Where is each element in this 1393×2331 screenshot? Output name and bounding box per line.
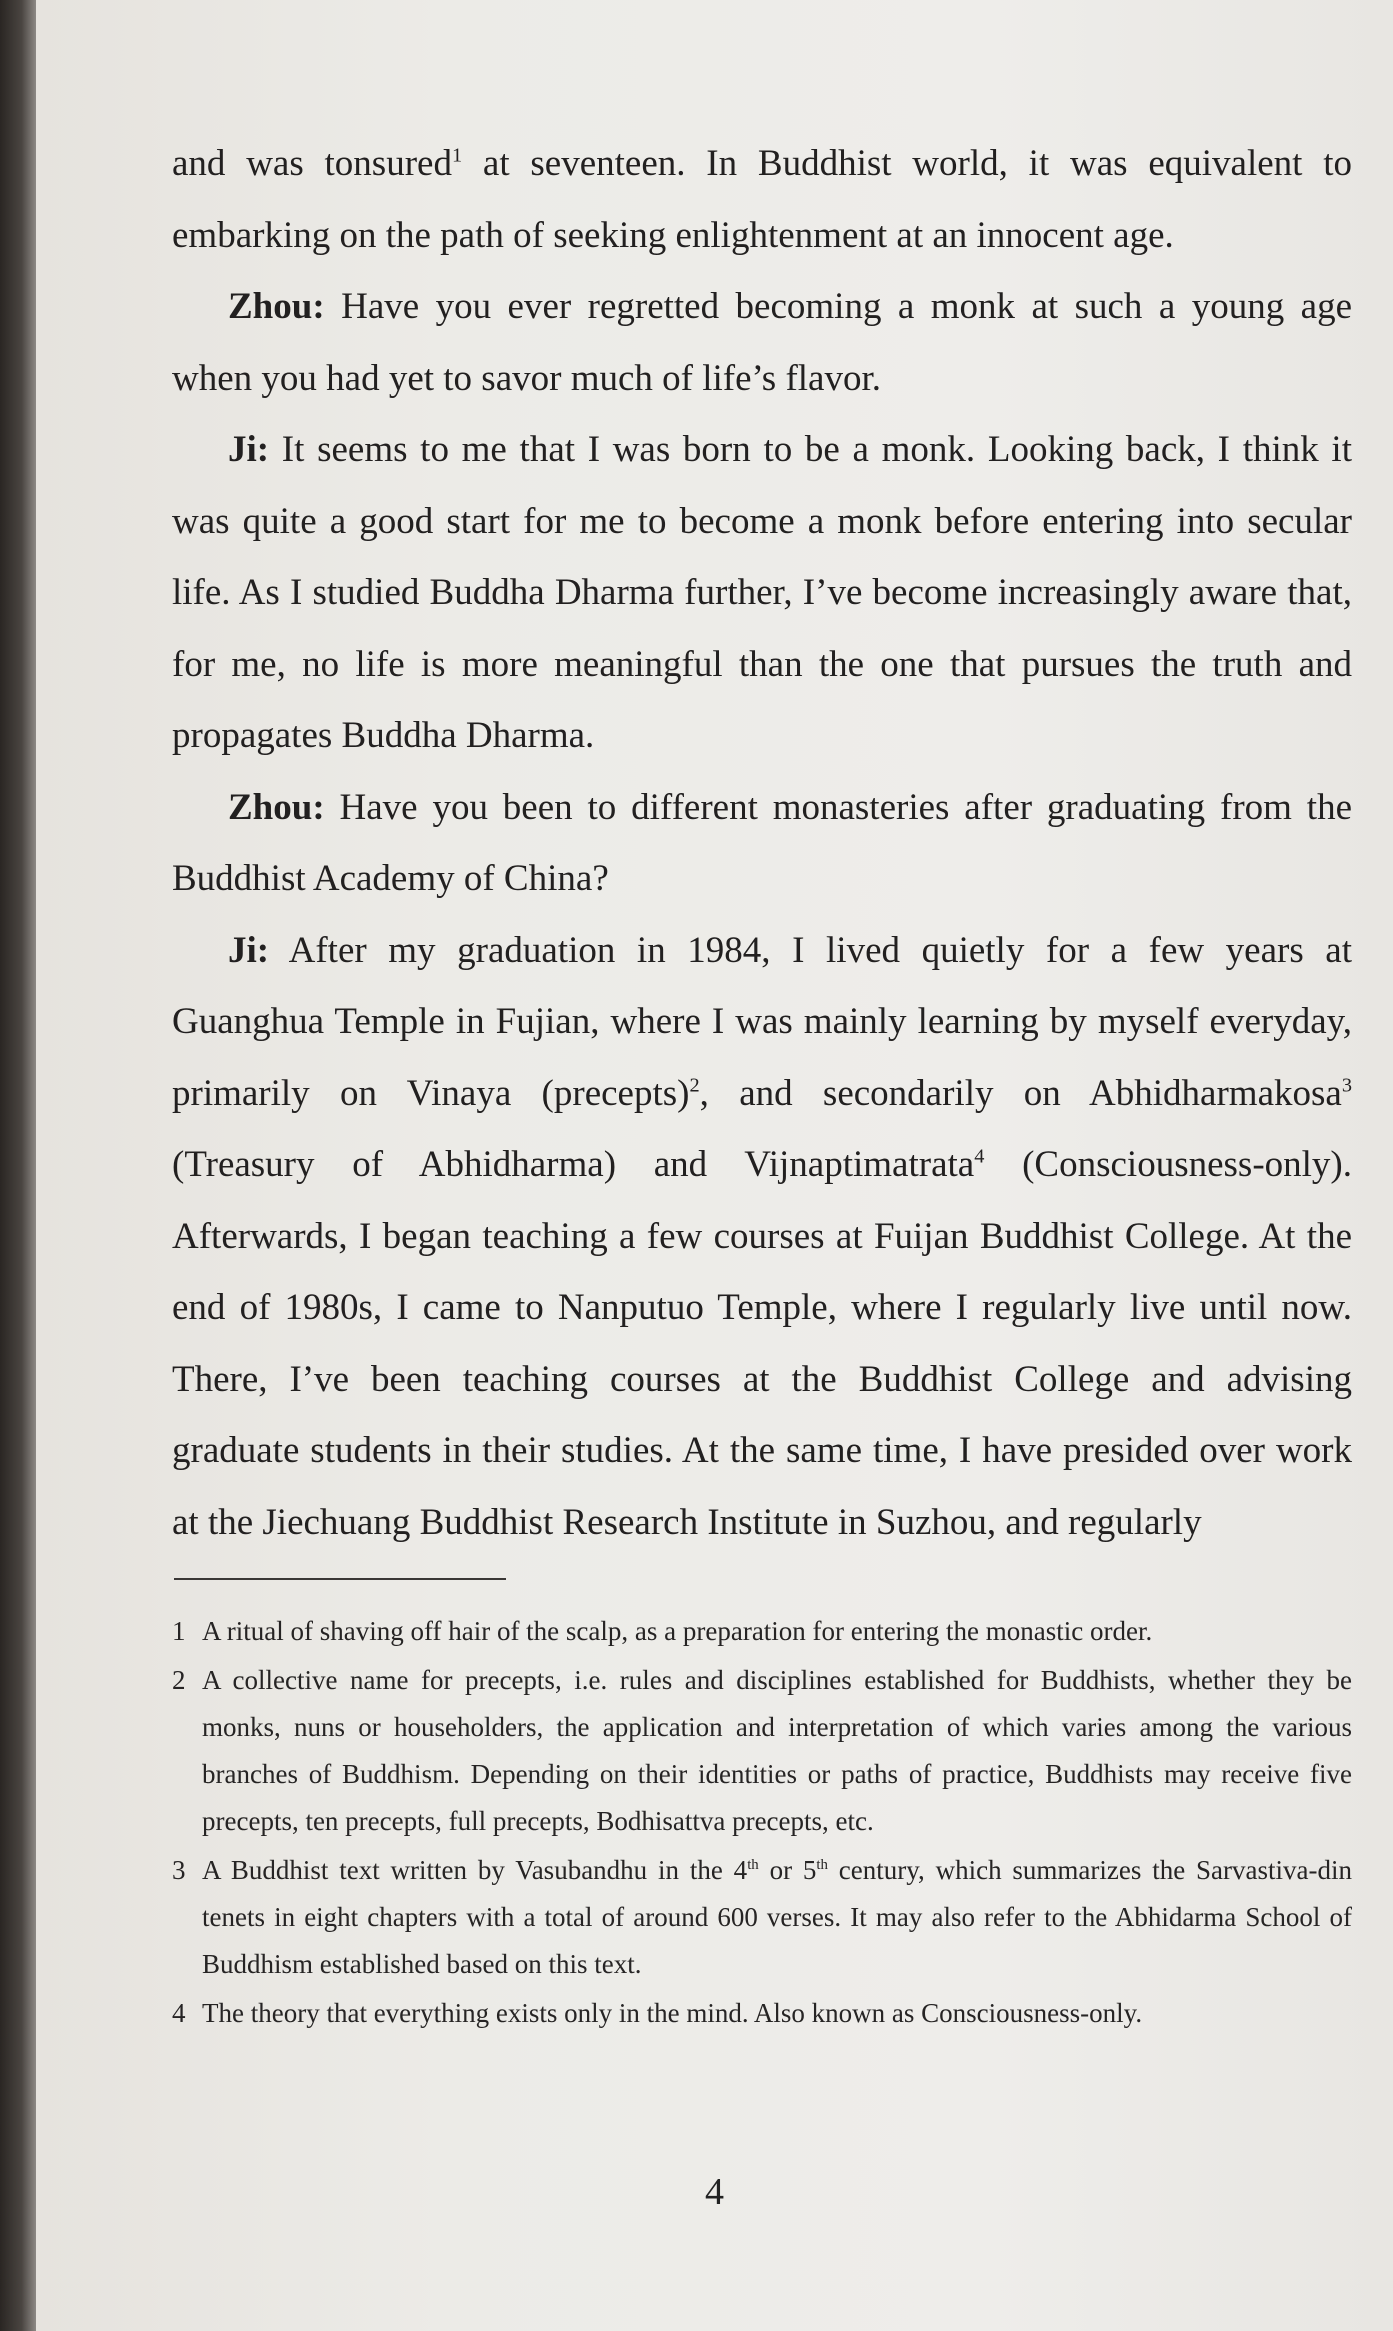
paragraph-text: Have you ever regretted becoming a monk at such a young age when you had yet to savor much of life’s flavor.: [172, 286, 1352, 399]
speaker-label: Zhou:: [228, 786, 325, 828]
footnote-number: 3: [172, 1855, 186, 1885]
footnote-number: 2: [172, 1665, 186, 1695]
footnote-text: [202, 1847, 1352, 1988]
footnote-ref-1: 1: [451, 144, 463, 167]
footnote-ref-4: 4: [974, 1145, 985, 1168]
footnote-divider: [174, 1578, 506, 1580]
footnote-4: [172, 1990, 1352, 2037]
paragraph-text: Have you been to different monasteries after graduating from the Buddhist Academy of China?: [172, 786, 1352, 899]
book-spine-shadow: [0, 0, 36, 2331]
ordinal-suffix: th: [747, 1857, 759, 1873]
paragraph-text: at seventeen. In Buddhist world, it was equivalent to embarking on the path of seeking enlightenment at an innocent age.: [172, 143, 1352, 256]
footnote-number: 4: [172, 1998, 186, 2028]
speaker-label: Zhou:: [228, 286, 325, 327]
footnote-number: 1: [172, 1616, 186, 1646]
paragraph-text: It seems to me that I was born to be a monk. Looking back, I think it was quite a good start for me to become a monk before entering into secular life. As I studied Buddha Dharma further, I’ve become increasingly aware that, for me, no life is more meaningful than the one that pursues the truth and propagates Buddha Dharma.: [172, 429, 1352, 756]
ordinal-suffix: th: [816, 1857, 828, 1873]
footnote-2: [172, 1657, 1352, 1845]
footnote-text: A ritual of shaving off hair of the scalp, as a preparation for entering the monastic order.: [202, 1616, 1153, 1646]
paragraph-text: , and secondarily on Abhidharmakosa: [699, 1072, 1342, 1114]
footnote-text-part: or 5: [758, 1855, 817, 1885]
paragraph-2: [172, 271, 1352, 414]
paragraph-text: (Treasury of Abhidharma) and Vijnaptimatrata: [172, 1144, 975, 1185]
speaker-label: Ji:: [228, 929, 270, 971]
footnote-ref-2: 2: [689, 1074, 700, 1097]
footnote-text-part: century, which summarizes the Sarvastiva-din tenets in eight chapters with a total of around 600 verses. It may also refer to the Abhidarma School of Buddhism established based on this text.: [202, 1855, 1352, 1979]
paragraph-3: [172, 414, 1352, 772]
paragraph-4: [172, 772, 1352, 915]
footnote-1: [172, 1608, 1352, 1655]
footnotes: [172, 1608, 1352, 2039]
body-text: [172, 128, 1352, 1558]
paragraph-5: [172, 915, 1352, 1559]
paragraph-text: and was tonsured: [172, 143, 452, 184]
footnote-text: The theory that everything exists only in the mind. Also known as Consciousness-only.: [202, 1998, 1143, 2028]
paragraph-1: [172, 128, 1352, 271]
page-number: 4: [705, 2171, 724, 2213]
speaker-label: Ji:: [228, 429, 270, 470]
footnote-3: [172, 1847, 1352, 1988]
footnote-ref-3: 3: [1341, 1074, 1352, 1097]
book-page: [36, 0, 1393, 2331]
paragraph-text: (Consciousness-only). Afterwards, I began teaching a few courses at Fuijan Buddhist College. At the end of 1980s, I came to Nanputuo Temple, where I regularly live until now. There, I’ve been teaching courses at the Buddhist College and advising graduate students in their studies. At the same time, I have presided over work at the Jiechuang Buddhist Research Institute in Suzhou, and regularly: [172, 1144, 1352, 1543]
footnote-text-part: A Buddhist text written by Vasubandhu in the 4: [202, 1855, 748, 1885]
footnote-text: A collective name for precepts, i.e. rules and disciplines established for Buddhists, whether they be monks, nuns or householders, the application and interpretation of which varies among the various branches of Buddhism. Depending on their identities or paths of practice, Buddhists may receive five precepts, ten precepts, full precepts, Bodhisattva precepts, etc.: [202, 1665, 1352, 1836]
paragraph-text: After my graduation in 1984, I lived quietly for a few years at Guanghua Temple in Fujian, where I was mainly learning by myself everyday, primarily on Vinaya (precepts): [172, 929, 1352, 1114]
